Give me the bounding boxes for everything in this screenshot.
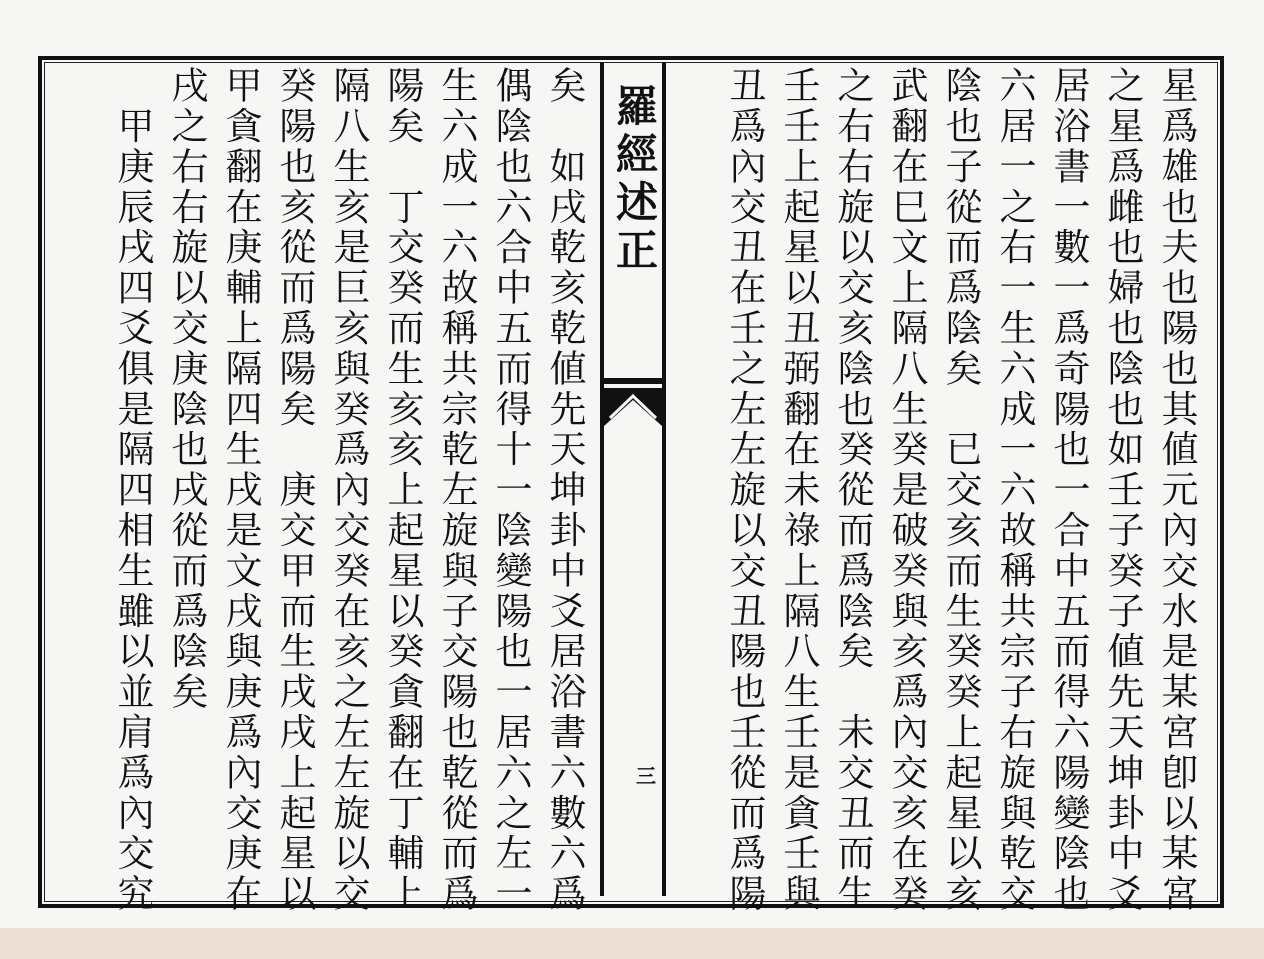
spine-book-title: 羅經述正 xyxy=(610,84,659,276)
right-page-column-3: 居浴書一數一爲奇陽也一合中五而得六陽變陰也 xyxy=(1047,66,1090,915)
right-page-column-2: 之星爲雌也婦也陰也如壬子癸子値先天坤卦中爻 xyxy=(1101,66,1144,915)
left-page-column-8: 戌之右右旋以交庚陰也戌從而爲陰矣 xyxy=(165,66,208,713)
left-page-column-5: 隔八生亥是巨亥與癸爲內交癸在亥之左左旋以交 xyxy=(327,66,370,915)
scan-bottom-margin xyxy=(0,928,1264,959)
fish-tail-ornament xyxy=(604,378,662,426)
left-page-column-9: 甲庚辰戌四爻俱是隔四相生雖以並肩爲內交究 xyxy=(111,66,154,915)
spine-right-rule xyxy=(662,62,666,896)
right-page-column-7: 之右右旋以交亥陰也癸從而爲陰矣 未交丑而生 xyxy=(831,66,874,915)
right-page-column-9: 丑爲內交丑在壬之左左旋以交丑陽也壬從而爲陽 xyxy=(723,66,766,915)
right-page-column-1: 星爲雄也夫也陽也其値元內交水是某宮卽以某宮 xyxy=(1155,66,1198,915)
left-page-column-3: 生六成一六故稱共宗乾左旋與子交陽也乾從而爲 xyxy=(435,66,478,915)
spine-left-rule xyxy=(600,62,604,896)
left-page-column-1: 矣 如戌乾亥乾値先天坤卦中爻居浴書六數六爲 xyxy=(543,66,586,915)
left-page-column-2: 偶陰也六合中五而得十一陰變陽也一居六之左一 xyxy=(489,66,532,915)
page-number: 三 xyxy=(636,764,656,788)
right-page-column-4: 六居一之右一生六成一六故稱共宗子右旋與乾交 xyxy=(993,66,1036,915)
right-page-column-8: 壬壬上起星以丑弼翻在未祿上隔八生壬是貪壬與 xyxy=(777,66,820,915)
left-page-column-7: 甲貪翻在庚輔上隔四生戌是文戌與庚爲內交庚在 xyxy=(219,66,262,915)
left-page-column-4: 陽矣 丁交癸而生亥亥上起星以癸貪翻在丁輔上 xyxy=(381,66,424,915)
right-page-column-6: 武翻在巳文上隔八生癸是破癸與亥爲內交亥在癸 xyxy=(885,66,928,915)
right-page-column-5: 陰也子從而爲陰矣 已交亥而生癸癸上起星以亥 xyxy=(939,66,982,915)
left-page-column-6: 癸陽也亥從而爲陽矣 庚交甲而生戌戌上起星以 xyxy=(273,66,316,915)
